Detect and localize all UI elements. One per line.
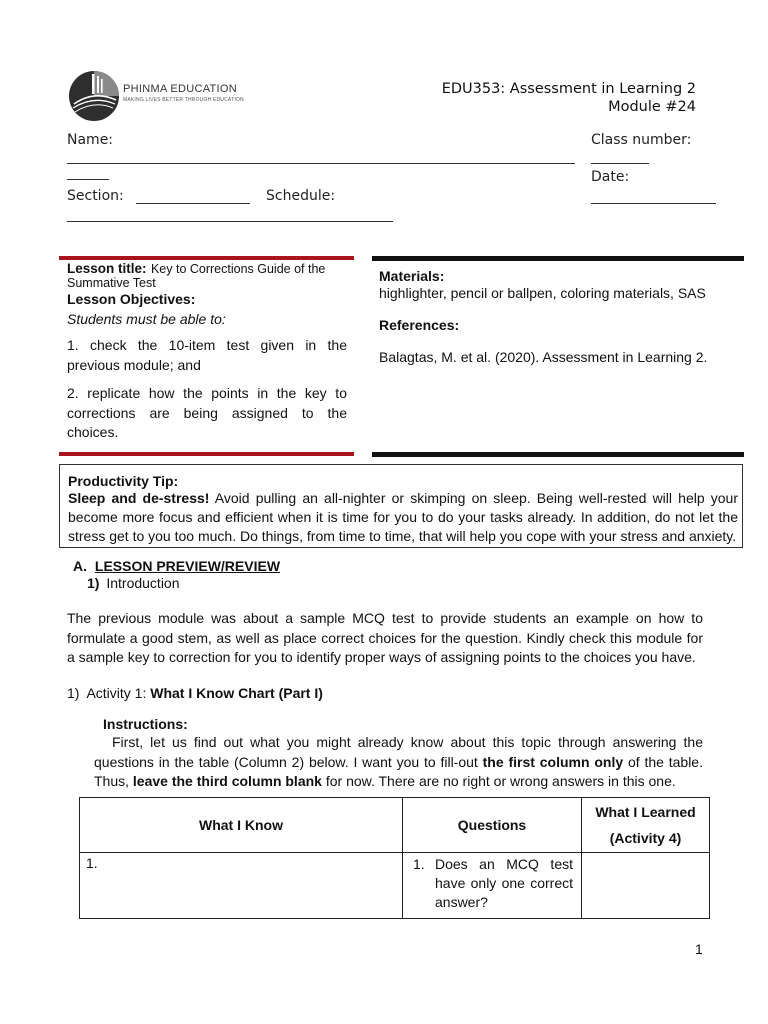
intro-paragraph: The previous module was about a sample MCQ test to provide students an example on how to formulate a good stem, as well as place correct choices for the question. Kindly check this module for a sample key to correction for you to identify proper ways of assigning points to the choices you have. bbox=[67, 610, 703, 665]
activity-prefix: 1) Activity 1: bbox=[67, 685, 151, 701]
objectives-intro: Students must be able to: bbox=[67, 311, 226, 327]
schedule-field[interactable] bbox=[67, 221, 393, 222]
header-what-i-know: What I Know bbox=[80, 798, 403, 853]
sub-label: Introduction bbox=[106, 575, 180, 591]
objective-item-2: 2. replicate how the points in the key to corrections are being assigned to the choices. bbox=[67, 385, 347, 440]
objectives-label: Lesson Objectives: bbox=[67, 291, 196, 307]
references-label: References: bbox=[379, 317, 460, 333]
instr-part-1: First, let us find out what you might already know about this topic through answering the questions in the table (Column 2) below. I want you to fill-out bbox=[94, 734, 703, 770]
header-what-i-learned-label: What I Learned bbox=[595, 804, 696, 820]
header-questions: Questions bbox=[403, 798, 582, 853]
class-number-field[interactable] bbox=[591, 163, 649, 164]
module-number: Module #24 bbox=[608, 99, 696, 115]
header-what-i-learned bbox=[582, 798, 710, 853]
name-field-continuation[interactable] bbox=[67, 179, 109, 180]
name-field[interactable] bbox=[67, 163, 575, 164]
instructions-label: Instructions: bbox=[103, 716, 188, 732]
instr-part-3: for now. There are no right or wrong answers in this one. bbox=[321, 773, 676, 789]
materials-value: highlighter, pencil or ballpen, coloring materials, SAS bbox=[379, 285, 706, 301]
lesson-title-value: Key to Corrections Guide of the Summative Test bbox=[67, 262, 326, 290]
section-field[interactable] bbox=[136, 203, 250, 204]
schedule-label: Schedule: bbox=[266, 188, 336, 204]
productivity-tip-box bbox=[59, 464, 743, 548]
what-i-know-cell-1[interactable] bbox=[80, 853, 403, 919]
row-number: 1. bbox=[86, 855, 98, 871]
divider-black-bottom bbox=[372, 452, 744, 457]
lesson-title-label: Lesson title: bbox=[67, 261, 147, 276]
logo-tagline: MAKING LIVES BETTER THROUGH EDUCATION bbox=[123, 97, 244, 103]
what-i-know-table bbox=[79, 797, 710, 919]
section-a-heading bbox=[73, 558, 280, 574]
lesson-right-column bbox=[379, 268, 739, 365]
course-title: EDU353: Assessment in Learning 2 bbox=[441, 81, 696, 97]
class-number-label: Class number: bbox=[591, 132, 692, 148]
section-a-title: LESSON PREVIEW/REVIEW bbox=[94, 558, 281, 574]
tip-heading: Productivity Tip: bbox=[68, 473, 179, 489]
question-cell-1 bbox=[403, 853, 582, 919]
instr-part-2: of the table. Thus, bbox=[94, 753, 703, 789]
tip-body: Avoid pulling an all-nighter or skimping on sleep. Being well-rested will help your become more focus and efficient when it is time for you to do your tasks already. In addition, do not let the stress get to you too much. Do things, from time to time, that will help you cope with your stress and anxiety. bbox=[68, 490, 738, 544]
course-header bbox=[442, 80, 696, 116]
divider-black-top bbox=[372, 256, 744, 261]
divider-red-bottom bbox=[59, 452, 354, 456]
divider-red-top bbox=[59, 256, 354, 260]
page-number: 1 bbox=[695, 941, 703, 957]
table-row bbox=[80, 853, 710, 919]
logo-name: PHINMA EDUCATION bbox=[123, 83, 237, 95]
activity-1-heading bbox=[67, 685, 323, 701]
phinma-emblem-icon bbox=[68, 70, 120, 122]
lesson-title bbox=[67, 262, 352, 290]
section-a-letter: A. bbox=[73, 558, 87, 574]
header-activity-4: (Activity 4) bbox=[609, 830, 682, 846]
instructions-paragraph bbox=[94, 733, 703, 792]
question-number: 1. bbox=[413, 856, 425, 872]
tip-lead: Sleep and de-stress! bbox=[68, 490, 210, 506]
introduction-subheading bbox=[87, 575, 180, 591]
table-header-row bbox=[80, 798, 710, 853]
lesson-left-column bbox=[67, 262, 352, 443]
logo-text bbox=[123, 83, 244, 103]
question-text: Does an MCQ test have only one correct answer? bbox=[435, 856, 573, 910]
date-label: Date: bbox=[591, 169, 630, 185]
instr-bold-2: leave the third column blank bbox=[132, 773, 322, 789]
sub-number: 1) bbox=[87, 575, 100, 591]
section-label: Section: bbox=[67, 188, 124, 204]
references-value: Balagtas, M. et al. (2020). Assessment in Learning 2. bbox=[379, 349, 708, 365]
instr-bold-1: the first column only bbox=[482, 753, 624, 770]
objective-item-1: 1. check the 10-item test given in the previous module; and bbox=[67, 337, 347, 373]
date-field[interactable] bbox=[591, 203, 716, 204]
tip-text bbox=[68, 489, 738, 546]
name-label: Name: bbox=[67, 132, 114, 148]
question-item bbox=[413, 855, 575, 912]
materials-label: Materials: bbox=[379, 268, 445, 284]
activity-title: What I Know Chart (Part I) bbox=[150, 685, 323, 701]
what-i-learned-cell-1[interactable] bbox=[582, 853, 710, 919]
